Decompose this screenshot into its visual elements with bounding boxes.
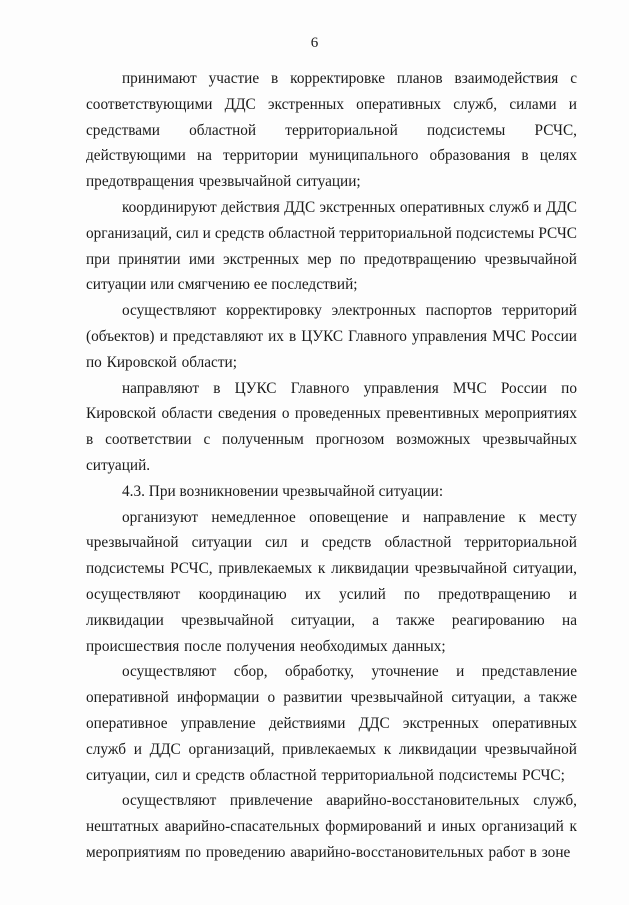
- paragraph: осуществляют корректировку электронных паспортов территорий (объектов) и представляют их в ЦУКС Главного управления МЧС России по Кировской области;: [86, 302, 577, 371]
- section-heading: 4.3. При возникновении чрезвычайной ситуации:: [122, 482, 444, 500]
- paragraph: осуществляют сбор, обработку, уточнение и представление оперативной информации о развитии чрезвычайной ситуации, а также оперативное управление действиями ДДС экстренных оперативных служб и ДДС организаций, привлекаемых к ликвидации чрезвычайной ситуации, сил и средств областной территориальной подсистемы РСЧС;: [86, 663, 577, 784]
- paragraph: принимают участие в корректировке планов взаимодействия с соответствующими ДДС экстренных оперативных служб, силами и средствами областной территориальной подсистемы РСЧС, действующими на территории муниципального образования в целях предотвращения чрезвычайной ситуации;: [86, 70, 577, 191]
- page-number: 6: [310, 35, 319, 51]
- paragraph: осуществляют привлечение аварийно-восстановительных служб, нештатных аварийно-спасательных формирований и иных организаций к мероприятиям по проведению аварийно-восстановительных работ в зоне: [86, 792, 577, 861]
- paragraph: направляют в ЦУКС Главного управления МЧС России по Кировской области сведения о проведенных превентивных мероприятиях в соответствии с полученным прогнозом возможных чрезвычайных ситуаций.: [86, 379, 577, 474]
- paragraph: организуют немедленное оповещение и направление к месту чрезвычайной ситуации сил и средств областной территориальной подсистемы РСЧС, привлекаемых к ликвидации чрезвычайной ситуации, осуществляют координацию их усилий по предотвращению и ликвидации чрезвычайной ситуации, а также реагированию на происшествия после получения необходимых данных;: [86, 508, 577, 655]
- document-body: [86, 66, 577, 866]
- paragraph: координируют действия ДДС экстренных оперативных служб и ДДС организаций, сил и средств областной территориальной подсистемы РСЧС при принятии ими экстренных мер по предотвращению чрезвычайной ситуации или смягчению ее последствий;: [86, 198, 577, 294]
